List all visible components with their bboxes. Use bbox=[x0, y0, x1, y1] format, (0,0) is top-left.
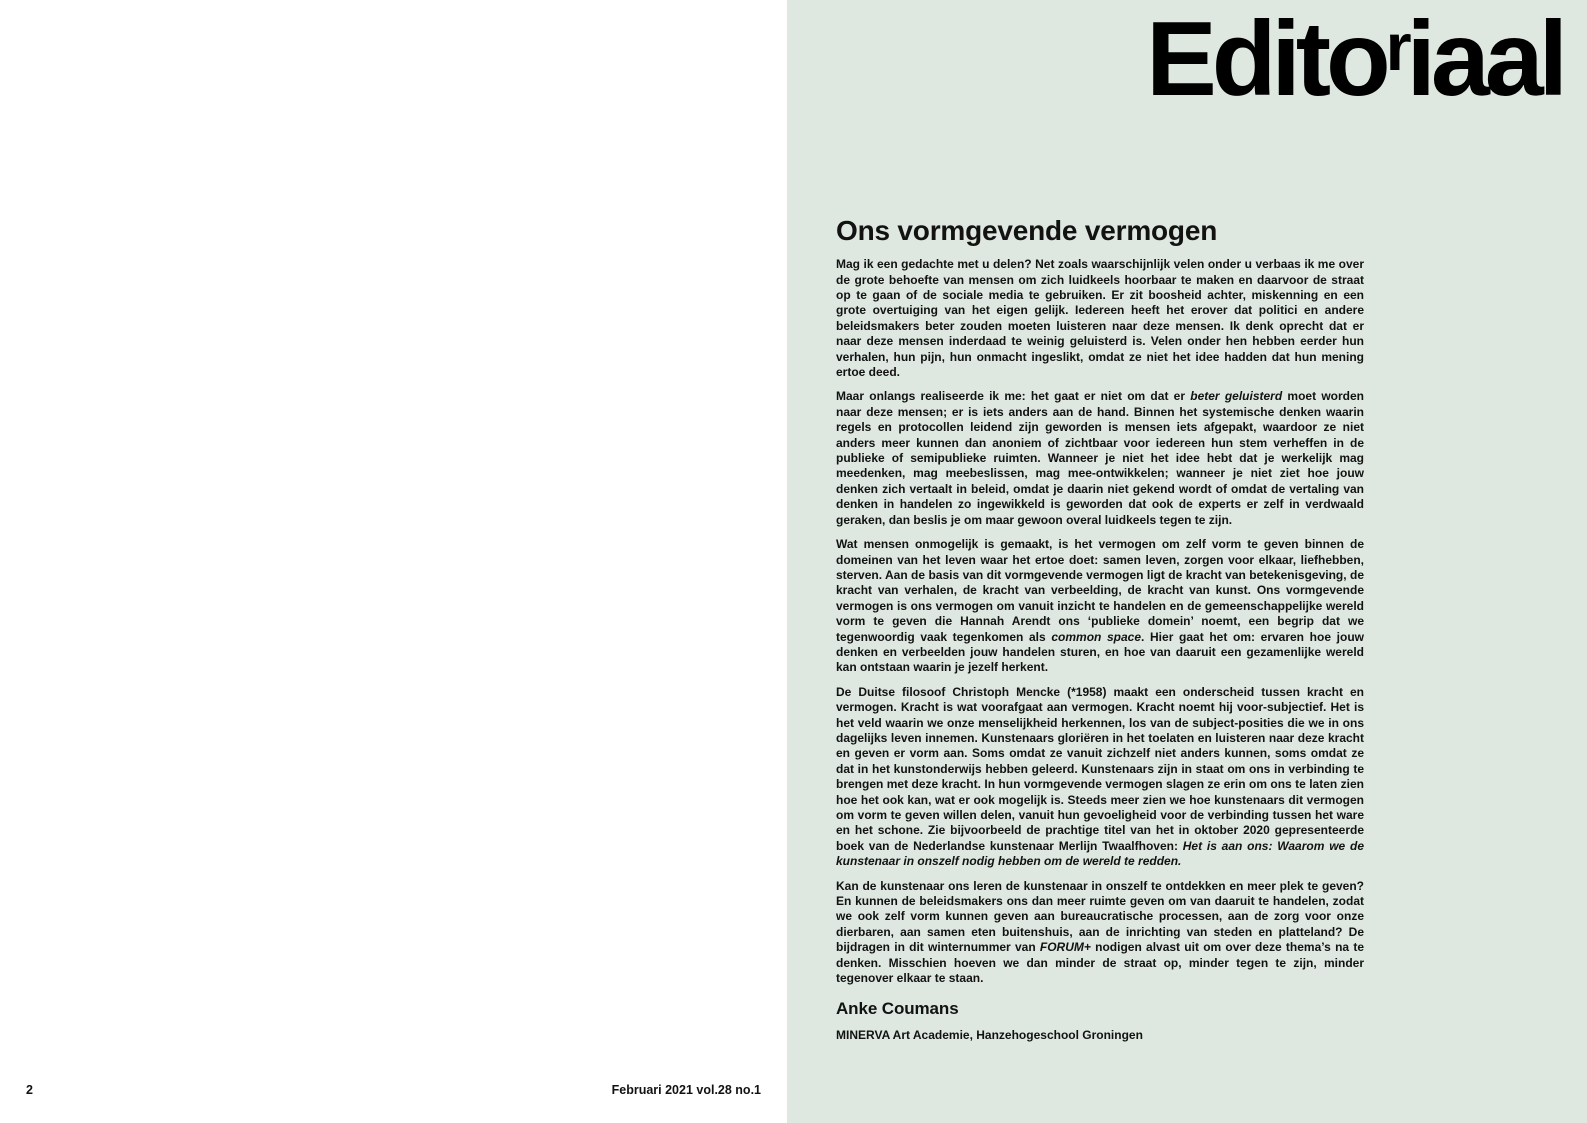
body-paragraph bbox=[836, 537, 1364, 676]
author-name: Anke Coumans bbox=[836, 999, 959, 1019]
masthead-raised-letter: r bbox=[1385, 10, 1407, 85]
page-number: 2 bbox=[26, 1083, 33, 1097]
body-paragraph bbox=[836, 257, 1364, 380]
body-paragraph bbox=[836, 879, 1364, 987]
italic-run: common space bbox=[1051, 629, 1142, 644]
body-paragraph bbox=[836, 685, 1364, 870]
article-title: Ons vormgevende vermogen bbox=[836, 215, 1218, 246]
italic-run: FORUM+ bbox=[1039, 940, 1091, 955]
italic-run: beter geluisterd bbox=[1190, 389, 1283, 404]
issue-date-volume: Februari 2021 vol.28 no.1 bbox=[611, 1083, 761, 1097]
text-run: Wat mensen onmogelijk is gemaakt, is het vermogen om zelf vorm te geven binnen de domeinen van het leven waar het ertoe doet: samen leven, zorgen voor elkaar, liefhebben, sterven. Aan de basis van dit vormgevende vermogen ligt de kracht van betekenisgeving, de kracht van verhalen, de kracht van verbeelding, de kracht van kunst. Ons vormgevende vermogen is ons vermogen om vanuit inzicht te handelen en de gemeenschappelijke wereld vorm te geven die Hannah Arendt ons ‘publieke domein’ noemt, een begrip dat we tegenwoordig vaak tegenkomen als bbox=[836, 537, 1364, 644]
text-run: Kan de kunstenaar ons leren de kunstenaar in onszelf te ontdekken en meer plek te geven? En kunnen de beleidsmakers ons dan meer ruimte geven om van daaruit te handelen, zodat we ook zelf vorm kunnen geven aan bureaucratische processen, aan de zorg voor onze dierbaren, aan samen eten buitenshuis, aan de inrichting van steden en platteland? De bijdragen in dit winternummer van bbox=[836, 878, 1364, 955]
text-run: Mag ik een gedachte met u delen? Net zoals waarschijnlijk velen onder u verbaas ik me over de grote behoefte van mensen om zich luidkeels hoorbaar te maken en daarvoor de straat op te gaan of de sociale media te gebruiken. Er zit boosheid achter, miskenning en een grote overtuiging van het eigen gelijk. Iedereen heeft het erover dat politici en andere beleidsmakers beter zouden moeten luisteren naar deze mensen. Ik denk oprecht dat er naar deze mensen inderdaad te weinig geluisterd is. Velen onder hen hebben eerder hun verhalen, hun pijn, hun onmacht ingeslikt, omdat ze niet het idee hadden dat hun mening ertoe deed. bbox=[836, 257, 1364, 380]
italic-run: Het is aan ons: Waarom we de kunstenaar in onszelf nodig hebben om de wereld te redden. bbox=[836, 838, 1364, 869]
text-run: moet worden naar deze mensen; er is iets anders aan de hand. Binnen het systemische denken waarin regels en protocollen leidend zijn geworden is mensen iets afgepakt, waardoor ze niet anders meer kunnen dan anoniem of zichtbaar voor iedereen hun stem verheffen in de publieke of semipublieke ruimten. Wanneer je niet het idee hebt dat je werkelijk mag meedenken, mag meebeslissen, mag mee-ontwikkelen; wanneer je niet ziet hoe jouw denken zich vertaalt in beleid, omdat je daarin niet gekend wordt of omdat de vertaling van denken in handelen zo ingewikkeld is geworden dat ook de experts er zelf in verdwaald geraken, dan beslis je om maar gewoon overal luidkeels tegen te zijn. bbox=[836, 389, 1364, 527]
text-run: . Hier gaat het om: ervaren hoe jouw denken en verbeelden jouw handelen sturen, en hoe van daaruit een gezamenlijke wereld kan ontstaan waarin je jezelf herkent. bbox=[836, 629, 1364, 675]
text-run: nodigen alvast uit om over deze thema’s na te denken. Misschien hoeven we dan minder de straat op, minder tegen te zijn, minder tegenover elkaar te staan. bbox=[836, 940, 1364, 986]
text-run: Maar onlangs realiseerde ik me: het gaat er niet om dat er bbox=[836, 389, 1191, 404]
masthead-text-run: iaal bbox=[1406, 0, 1563, 118]
masthead-text-run: Edito bbox=[1146, 0, 1386, 118]
article bbox=[836, 0, 1364, 1042]
right-page bbox=[787, 0, 1587, 1123]
author-affiliation: MINERVA Art Academie, Hanzehogeschool Groningen bbox=[836, 1028, 1143, 1043]
left-page bbox=[0, 0, 787, 1123]
body-paragraph bbox=[836, 389, 1364, 528]
text-run: De Duitse filosoof Christoph Mencke (*1958) maakt een onderscheid tussen kracht en vermogen. Kracht is wat voorafgaat aan vermogen. Kracht noemt hij voor-subjectief. Het is het veld waarin we onze menselijkheid herkennen, los van de subject-posities die we in ons dagelijks leven innemen. Kunstenaars gloriëren in het toelaten en luisteren naar deze kracht en geven er vorm aan. Soms omdat ze vanuit zichzelf niet anders kunnen, soms omdat ze dat in het kunstonderwijs hebben geleerd. Kunstenaars zijn in staat om ons in verbinding te brengen met deze kracht. In hun vormgevende vermogen slagen ze erin om ons te laten zien hoe het ook kan, wat er ook mogelijk is. Steeds meer zien we hoe kunstenaars dit vermogen om vorm te geven willen delen, vanuit hun gevoeligheid voor de verbinding tussen het ware en het schone. Zie bijvoorbeeld de prachtige titel van het in oktober 2020 gepresenteerde boek van de Nederlandse kunstenaar Merlijn Twaalfhoven: bbox=[836, 684, 1364, 853]
